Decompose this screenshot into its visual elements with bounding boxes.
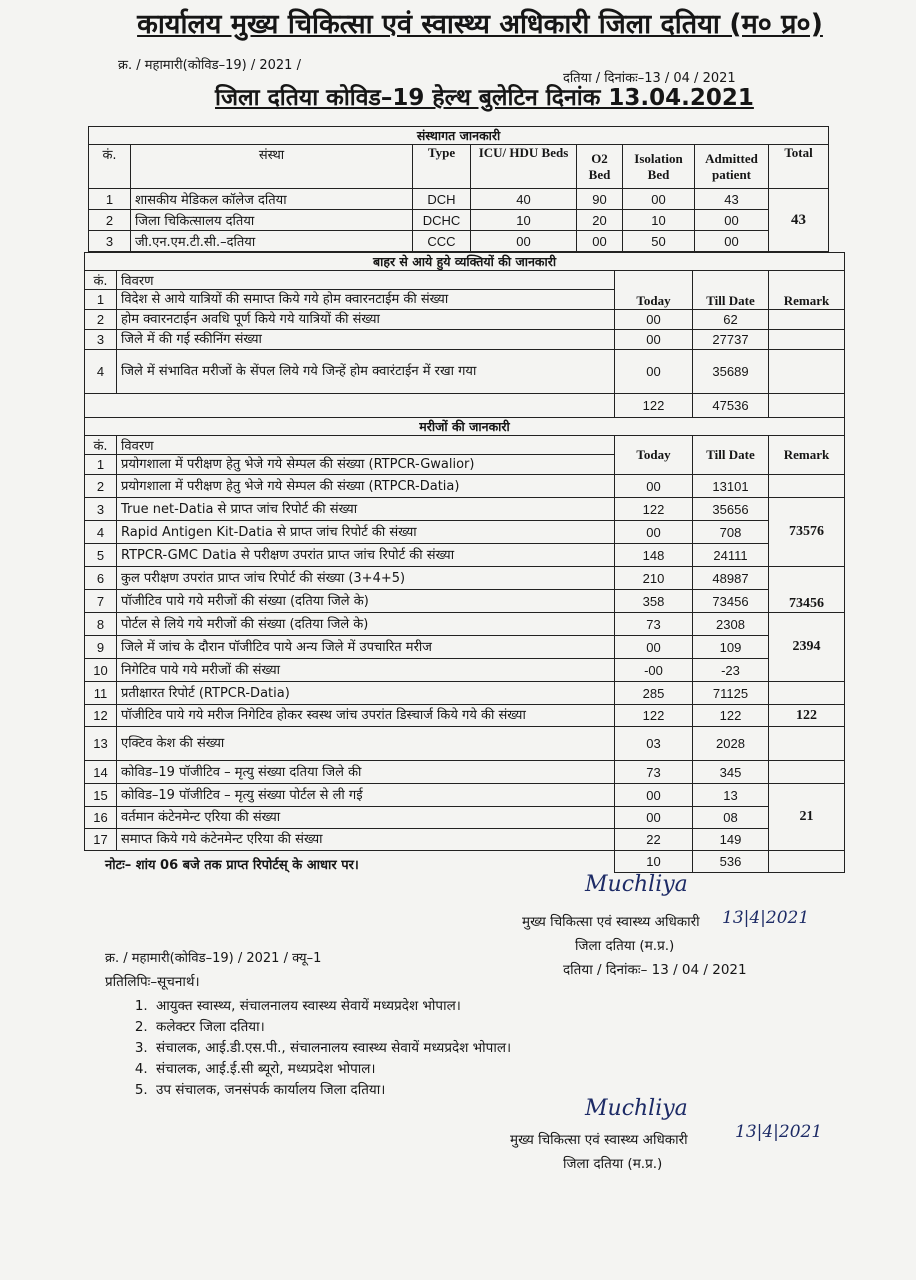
col-header-description: विवरण: [117, 271, 615, 290]
copy-list: [100, 994, 511, 1101]
col-header-till-date: Till Date: [693, 436, 769, 475]
row-no: 11: [85, 682, 117, 705]
signature-scrawl: Muchliya: [585, 1096, 688, 1121]
remark-value: 73576: [769, 498, 845, 567]
isolation-beds: 10: [623, 210, 695, 231]
row-description: पॉजीटिव पाये गये मरीजों की संख्या (दतिया जिले के): [117, 590, 615, 613]
col-header-total: Total: [769, 145, 829, 189]
today-value: 03: [615, 727, 693, 761]
remark-cell: [769, 761, 845, 784]
till-date-value: 122: [693, 705, 769, 727]
remark-value: 122: [769, 705, 845, 727]
today-value: 122: [615, 705, 693, 727]
institutional-table: [88, 126, 829, 252]
list-item: 4. संचालक, आई.ई.सी ब्यूरो, मध्यप्रदेश भोपाल।: [152, 1059, 511, 1080]
remark-cell: [769, 475, 845, 498]
row-no: 2: [85, 310, 117, 330]
row-no: 12: [85, 705, 117, 727]
today-value: 73: [615, 613, 693, 636]
signature-date-scrawl: 13|4|2021: [735, 1122, 823, 1142]
row-no: 3: [85, 330, 117, 350]
table-row: [85, 475, 845, 498]
till-date-value: 27737: [693, 330, 769, 350]
today-value: 22: [615, 829, 693, 851]
covid-data-table: [84, 252, 845, 873]
signatory-designation: मुख्य चिकित्सा एवं स्वास्थ्य अधिकारी: [522, 914, 700, 930]
row-no: 8: [85, 613, 117, 636]
table-row: [85, 590, 845, 613]
signatory-designation: मुख्य चिकित्सा एवं स्वास्थ्य अधिकारी: [510, 1132, 688, 1148]
col-header-icu: ICU/ HDU Beds: [471, 145, 577, 189]
till-date-value: 109: [693, 636, 769, 659]
till-date-value: 71125: [693, 682, 769, 705]
table-row: [85, 682, 845, 705]
isolation-beds: 50: [623, 231, 695, 252]
table-row: [85, 394, 845, 418]
section-title-travellers: बाहर से आये हुये व्यक्तियों की जानकारी: [85, 253, 845, 271]
table-row: [85, 613, 845, 636]
list-item: 3. संचालक, आई.डी.एस.पी., संचालनालय स्वास्थ्य सेवायें मध्यप्रदेश भोपाल।: [152, 1038, 511, 1059]
row-no: 1: [85, 290, 117, 310]
today-value: 00: [615, 636, 693, 659]
row-description: पॉजीटिव पाये गये मरीज निगेटिव होकर स्वस्थ जांच उपरांत डिस्चार्ज किये गये की संख्या: [117, 705, 615, 727]
remark-value: 21: [769, 784, 845, 851]
row-no: 1: [85, 455, 117, 475]
remark-cell: [769, 330, 845, 350]
table-row: [85, 636, 845, 659]
list-item: 1. आयुक्त स्वास्थ्य, संचालनालय स्वास्थ्य सेवायें मध्यप्रदेश भोपाल।: [152, 996, 511, 1017]
col-header-isolation: Isolation Bed: [623, 145, 695, 189]
admitted-patients: 00: [695, 231, 769, 252]
today-value: 73: [615, 761, 693, 784]
table-row: [85, 659, 845, 682]
row-no: 2: [89, 210, 131, 231]
remark-cell: [769, 350, 845, 394]
till-date-value: 2308: [693, 613, 769, 636]
today-value: 122: [615, 394, 693, 418]
row-description: RTPCR-GMC Datia से परीक्षण उपरांत प्राप्त जांच रिपोर्ट की संख्या: [117, 544, 615, 567]
table-row: [85, 330, 845, 350]
section-title-patients: मरीजों की जानकारी: [85, 418, 845, 436]
col-header-no: कं.: [85, 436, 117, 455]
till-date-value: -23: [693, 659, 769, 682]
today-value: 358: [615, 590, 693, 613]
icu-beds: 00: [471, 231, 577, 252]
o2-beds: 90: [577, 189, 623, 210]
table-row: [85, 761, 845, 784]
row-no: 3: [89, 231, 131, 252]
row-description: प्रतीक्षारत रिपोर्ट (RTPCR-Datia): [117, 682, 615, 705]
list-item: 5. उप संचालक, जनसंपर्क कार्यालय जिला दतिया।: [152, 1080, 511, 1101]
till-date-value: 24111: [693, 544, 769, 567]
remark-value: 2394: [769, 613, 845, 682]
till-date-value: 73456: [693, 590, 769, 613]
signatory-district: जिला दतिया (म.प्र.): [575, 938, 675, 954]
col-header-till-date: Till Date: [693, 271, 769, 310]
today-value: -00: [615, 659, 693, 682]
row-description: विदेश से आये यात्रियों की समाप्त किये गये होम क्वारनटाईम की संख्या: [117, 290, 615, 310]
remark-cell: [769, 727, 845, 761]
today-value: 10: [615, 851, 693, 873]
row-description: जिले में जांच के दौरान पॉजीटिव पाये अन्य जिले में उपचारित मरीज: [117, 636, 615, 659]
signatory-district: जिला दतिया (म.प्र.): [563, 1156, 663, 1172]
table-row: [85, 521, 845, 544]
today-value: 285: [615, 682, 693, 705]
col-header-admitted: Admitted patient: [695, 145, 769, 189]
till-date-value: 708: [693, 521, 769, 544]
row-description: कुल परीक्षण उपरांत प्राप्त जांच रिपोर्ट की संख्या (3+4+5): [117, 567, 615, 590]
till-date-value: 13101: [693, 475, 769, 498]
date-line: दतिया / दिनांकः–13 / 04 / 2021: [563, 71, 736, 86]
remark-cell: [769, 851, 845, 873]
col-header-remark: Remark: [769, 436, 845, 475]
row-no: 9: [85, 636, 117, 659]
row-no: 1: [89, 189, 131, 210]
today-value: 00: [615, 350, 693, 394]
row-description: समाप्त किये गये कंटेनमेन्ट एरिया की संख्या: [117, 829, 615, 851]
row-no: 4: [85, 350, 117, 394]
table-row: [85, 544, 845, 567]
row-no: 2: [85, 475, 117, 498]
col-header-no: कं.: [89, 145, 131, 189]
today-value: 122: [615, 498, 693, 521]
row-no: 7: [85, 590, 117, 613]
table-row: [85, 727, 845, 761]
table-row: [85, 829, 845, 851]
row-no: 14: [85, 761, 117, 784]
till-date-value: 149: [693, 829, 769, 851]
till-date-value: 13: [693, 784, 769, 807]
till-date-value: 62: [693, 310, 769, 330]
table-row: [85, 350, 845, 394]
row-description: निगेटिव पाये गये मरीजों की संख्या: [117, 659, 615, 682]
list-item: 2. कलेक्टर जिला दतिया।: [152, 1017, 511, 1038]
bulletin-title: जिला दतिया कोविड–19 हेल्थ बुलेटिन दिनांक 13.04.2021: [215, 85, 754, 111]
row-description: जिले में की गई स्कीनिंग संख्या: [117, 330, 615, 350]
row-no: 3: [85, 498, 117, 521]
today-value: 00: [615, 475, 693, 498]
today-value: 00: [615, 521, 693, 544]
col-header-no: कं.: [85, 271, 117, 290]
row-description: प्रयोगशाला में परीक्षण हेतु भेजे गये सेम्पल की संख्या (RTPCR-Datia): [117, 475, 615, 498]
table-row: [85, 567, 845, 590]
table-row: [89, 189, 829, 210]
till-date-value: 08: [693, 807, 769, 829]
till-date-value: 345: [693, 761, 769, 784]
row-no: 16: [85, 807, 117, 829]
till-date-value: 48987: [693, 567, 769, 590]
table-row: [85, 498, 845, 521]
institution-type: DCHC: [413, 210, 471, 231]
today-value: 00: [615, 784, 693, 807]
remark-cell: [769, 682, 845, 705]
till-date-value: 35656: [693, 498, 769, 521]
row-description: जिले में संभावित मरीजों के सेंपल लिये गये जिन्हें होम क्वारंटाईन में रखा गया: [117, 350, 615, 394]
institution-name: जी.एन.एम.टी.सी.–दतिया: [131, 231, 413, 252]
reference-number: क्र. / महामारी(कोविड–19) / 2021 /: [118, 58, 301, 73]
col-header-institution: संस्था: [131, 145, 413, 189]
row-no: 6: [85, 567, 117, 590]
row-no: 17: [85, 829, 117, 851]
signature-date-scrawl: 13|4|2021: [722, 908, 810, 928]
remark-cell: [769, 394, 845, 418]
row-description: पोर्टल से लिये गये मरीजों की संख्या (दतिया जिले के): [117, 613, 615, 636]
col-header-today: Today: [615, 271, 693, 310]
table-row: [85, 807, 845, 829]
o2-beds: 20: [577, 210, 623, 231]
institution-type: DCH: [413, 189, 471, 210]
row-description: कोविड–19 पॉजीटिव – मृत्यु संख्या दतिया जिले की: [117, 761, 615, 784]
icu-beds: 10: [471, 210, 577, 231]
row-no: 5: [85, 544, 117, 567]
today-value: 210: [615, 567, 693, 590]
col-header-description: विवरण: [117, 436, 615, 455]
remark-value: 73456: [769, 567, 845, 613]
row-no: 13: [85, 727, 117, 761]
row-no: 10: [85, 659, 117, 682]
copy-reference-number: क्र. / महामारी(कोविड–19) / 2021 / क्यू–1: [105, 951, 322, 966]
footnote: नोटः– शांय 06 बजे तक प्राप्त रिपोर्टस् के आधार पर।: [105, 858, 359, 873]
institution-name: शासकीय मेडिकल कॉलेज दतिया: [131, 189, 413, 210]
today-value: 00: [615, 310, 693, 330]
table-row: [85, 705, 845, 727]
remark-cell: [769, 310, 845, 330]
today-value: 148: [615, 544, 693, 567]
admitted-patients: 00: [695, 210, 769, 231]
copy-heading: प्रतिलिपिः–सूचनार्थ।: [105, 974, 200, 990]
col-header-today: Today: [615, 436, 693, 475]
row-description: कोविड–19 पॉजीटिव – मृत्यु संख्या पोर्टल से ली गई: [117, 784, 615, 807]
office-title: कार्यालय मुख्य चिकित्सा एवं स्वास्थ्य अधिकारी जिला दतिया (म० प्र०): [137, 9, 823, 40]
table-row: [89, 231, 829, 252]
icu-beds: 40: [471, 189, 577, 210]
till-date-value: 2028: [693, 727, 769, 761]
isolation-beds: 00: [623, 189, 695, 210]
table-row: [89, 210, 829, 231]
admitted-patients: 43: [695, 189, 769, 210]
table-row: [85, 310, 845, 330]
row-description: वर्तमान कंटेनमेन्ट एरिया की संख्या: [117, 807, 615, 829]
row-description: एक्टिव केश की संख्या: [117, 727, 615, 761]
institution-name: जिला चिकित्सालय दतिया: [131, 210, 413, 231]
signature-scrawl: Muchliya: [585, 872, 688, 897]
today-value: 00: [615, 807, 693, 829]
till-date-value: 35689: [693, 350, 769, 394]
today-value: 00: [615, 330, 693, 350]
signature-date: दतिया / दिनांकः– 13 / 04 / 2021: [563, 962, 747, 978]
row-description: प्रयोगशाला में परीक्षण हेतु भेजे गये सेम्पल की संख्या (RTPCR-Gwalior): [117, 455, 615, 475]
o2-beds: 00: [577, 231, 623, 252]
till-date-value: 536: [693, 851, 769, 873]
institution-type: CCC: [413, 231, 471, 252]
row-no: 15: [85, 784, 117, 807]
table-row: [85, 784, 845, 807]
col-header-o2: O2 Bed: [577, 145, 623, 189]
row-no: 4: [85, 521, 117, 544]
row-description: होम क्वारनटाईन अवधि पूर्ण किये गये यात्रियों की संख्या: [117, 310, 615, 330]
total-value: 43: [769, 189, 829, 252]
col-header-remark: Remark: [769, 271, 845, 310]
row-description: Rapid Antigen Kit-Datia से प्राप्त जांच रिपोर्ट की संख्या: [117, 521, 615, 544]
till-date-value: 47536: [693, 394, 769, 418]
col-header-type: Type: [413, 145, 471, 189]
row-description: True net-Datia से प्राप्त जांच रिपोर्ट की संख्या: [117, 498, 615, 521]
section-title-institutional: संस्थागत जानकारी: [89, 127, 829, 145]
